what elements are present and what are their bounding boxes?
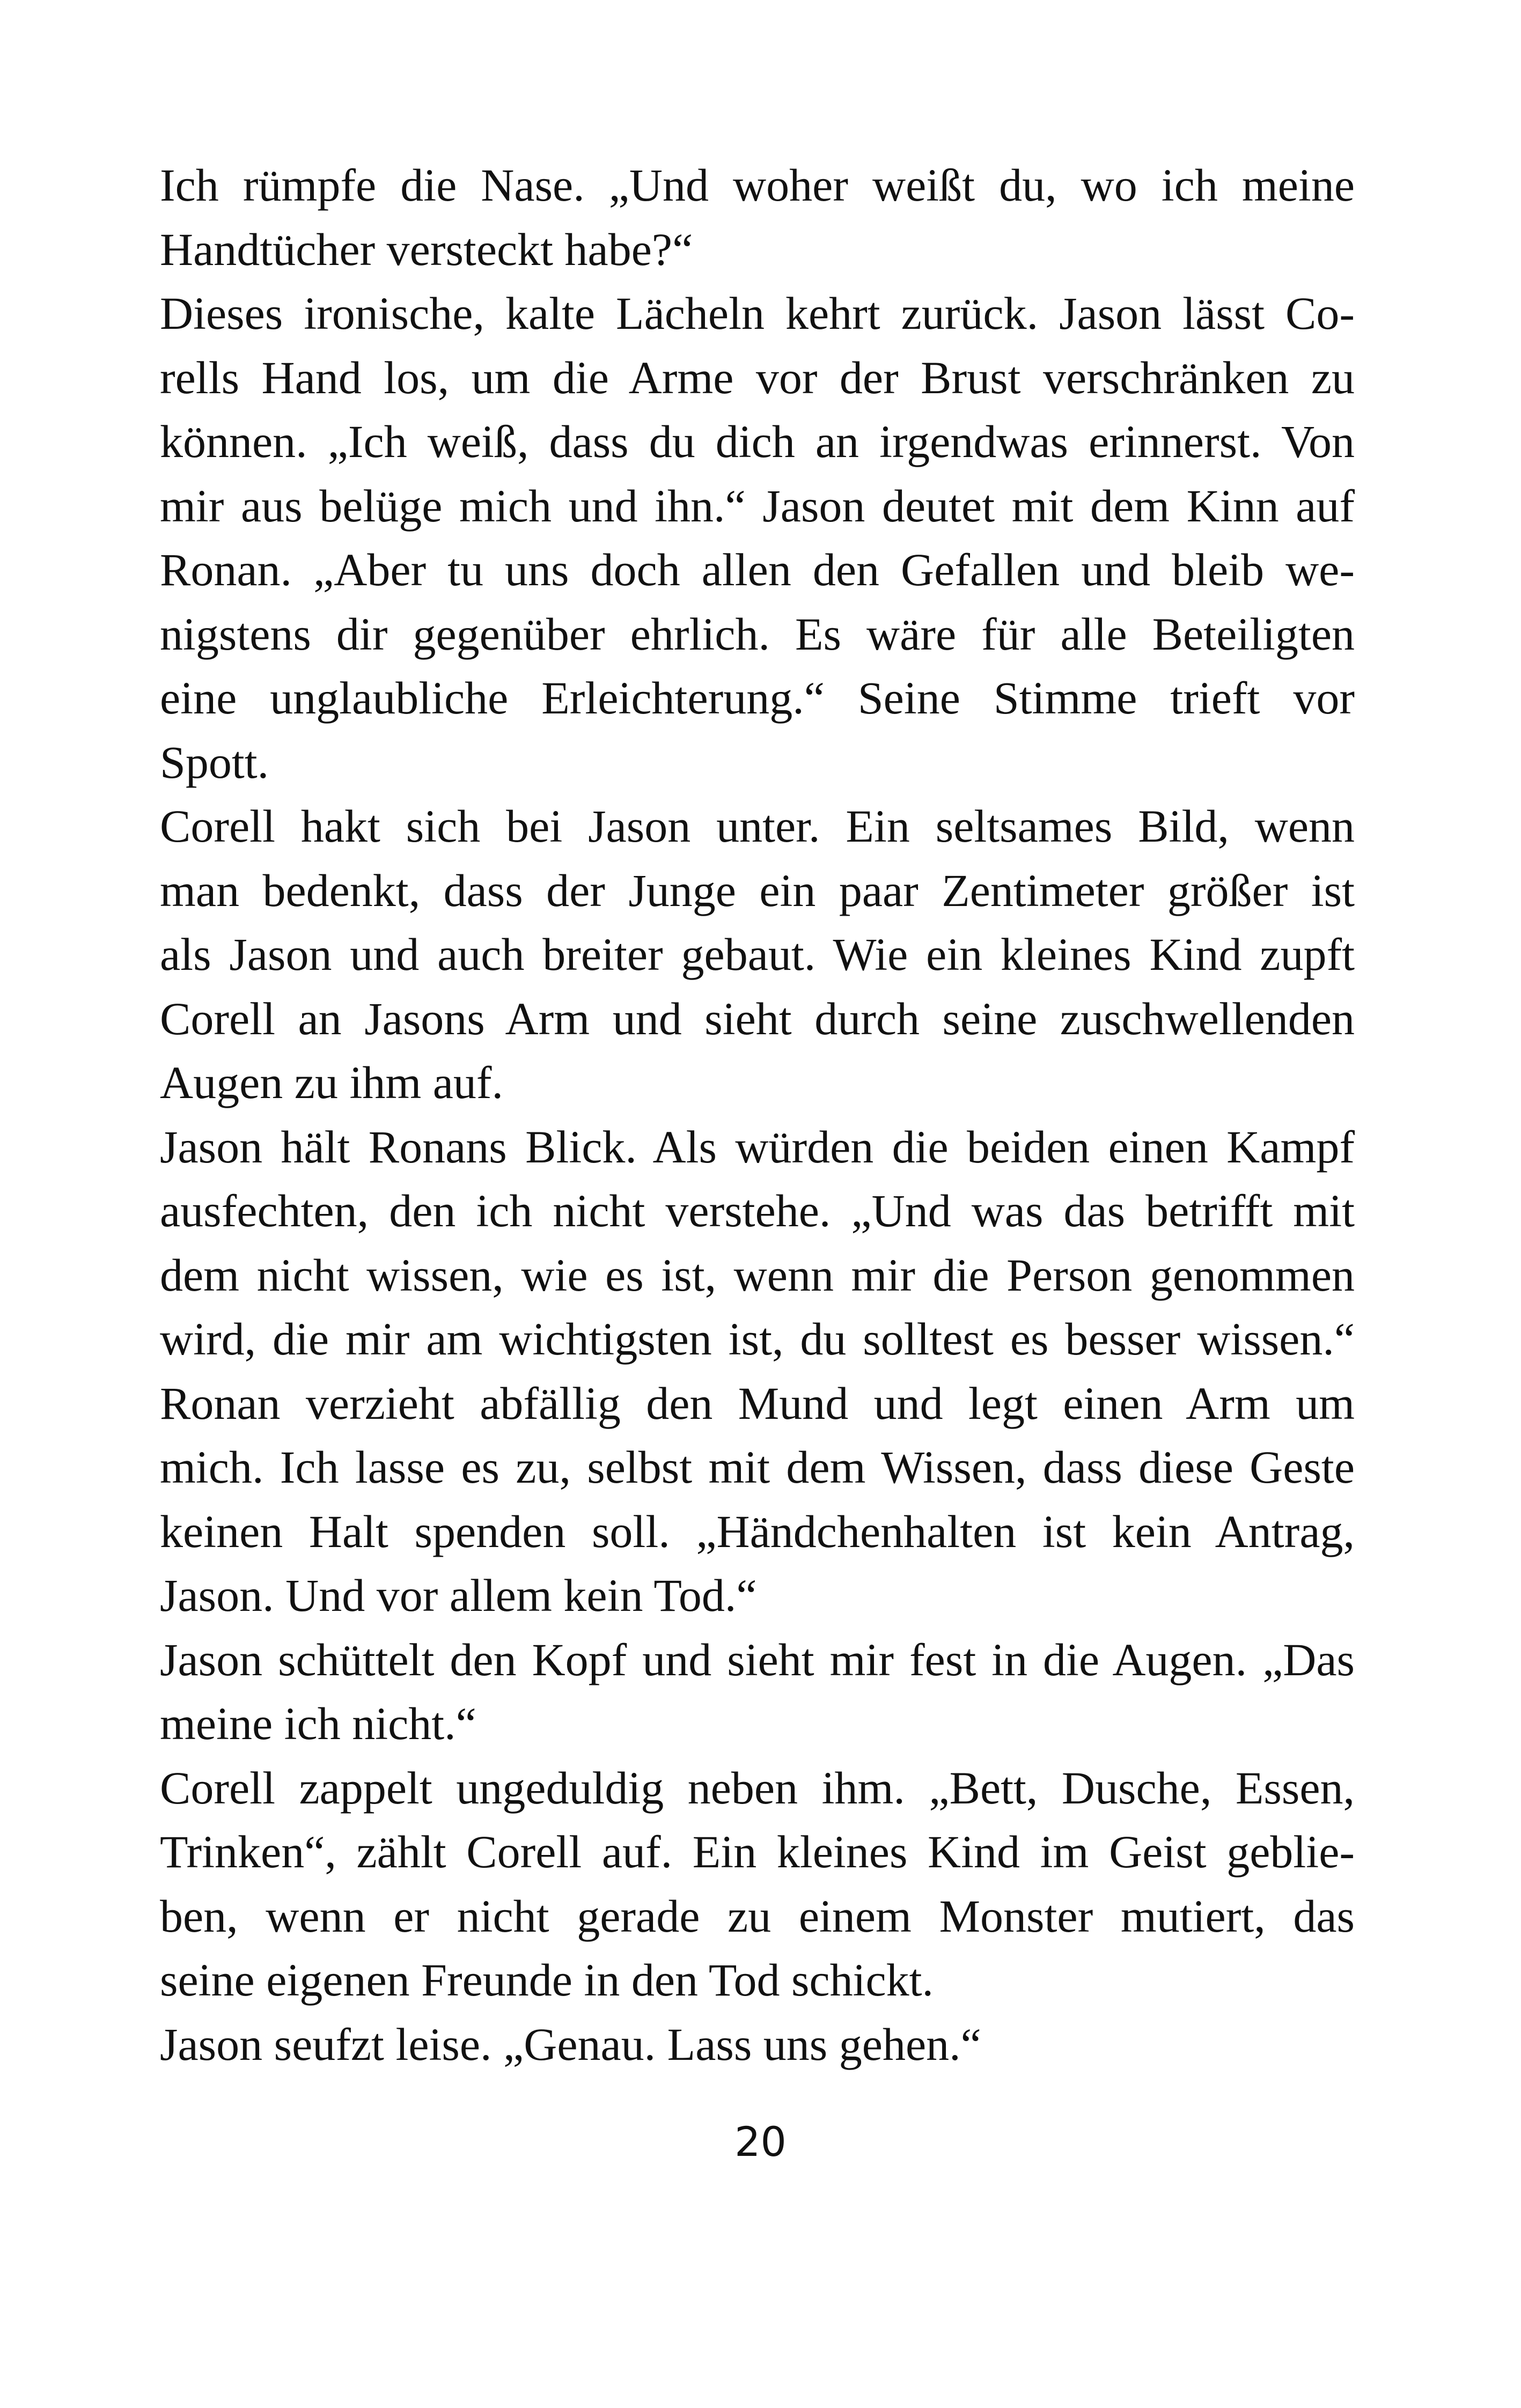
text-line: ausfechten, den ich nicht verstehe. „Und was das betrifft mit [160, 1185, 1355, 1236]
text-line: man bedenkt, dass der Junge ein paar Zentimeter größer ist [160, 864, 1355, 916]
text-line: wird, die mir am wichtigsten ist, du solltest es besser wissen.“ [160, 1313, 1355, 1365]
text-line: Ronan verzieht abfällig den Mund und legt einen Arm um [160, 1377, 1355, 1429]
text-line: meine ich nicht.“ [160, 1698, 476, 1749]
text-line: Corell an Jasons Arm und sieht durch seine zuschwellenden [160, 992, 1355, 1044]
text-line: Corell hakt sich bei Jason unter. Ein seltsames Bild, wenn [160, 800, 1355, 852]
text-line: können. „Ich weiß, dass du dich an irgendwas erinnerst. Von [160, 416, 1355, 467]
text-line: rells Hand los, um die Arme vor der Brust verschränken zu [160, 351, 1355, 403]
text-line: eine unglaubliche Erleichterung.“ Seine Stimme trieft vor [160, 672, 1355, 724]
text-line: Augen zu ihm auf. [160, 1057, 504, 1108]
text-line: dem nicht wissen, wie es ist, wenn mir die Person genommen [160, 1249, 1355, 1301]
text-line: Corell zappelt ungeduldig neben ihm. „Bett, Dusche, Essen, [160, 1762, 1355, 1814]
text-line: Jason. Und vor allem kein Tod.“ [160, 1570, 757, 1621]
text-line: mich. Ich lasse es zu, selbst mit dem Wissen, dass diese Geste [160, 1441, 1355, 1493]
body-text [160, 153, 1355, 2076]
text-line: Dieses ironische, kalte Lächeln kehrt zurück. Jason lässt Co- [160, 288, 1355, 339]
text-line: Jason hält Ronans Blick. Als würden die beiden einen Kampf [160, 1121, 1355, 1173]
text-line: Jason schüttelt den Kopf und sieht mir fest in die Augen. „Das [160, 1633, 1355, 1685]
text-line: Ronan. „Aber tu uns doch allen den Gefallen und bleib we- [160, 544, 1355, 595]
text-line: keinen Halt spenden soll. „Händchenhalten ist kein Antrag, [160, 1505, 1355, 1557]
text-line: Ich rümpfe die Nase. „Und woher weißt du, wo ich meine [160, 159, 1355, 211]
text-line: ben, wenn er nicht gerade zu einem Monster mutiert, das [160, 1890, 1355, 1942]
text-line: nigstens dir gegenüber ehrlich. Es wäre für alle Beteiligten [160, 608, 1355, 660]
text-line: Spott. [160, 736, 269, 788]
text-line: seine eigenen Freunde in den Tod schickt. [160, 1954, 934, 2006]
page-number: 20 [734, 2118, 787, 2166]
text-line: Trinken“, zählt Corell auf. Ein kleines Kind im Geist geblie- [160, 1826, 1355, 1877]
text-line: Handtücher versteckt habe?“ [160, 223, 693, 275]
text-line: Jason seufzt leise. „Genau. Lass uns gehen.“ [160, 2018, 981, 2070]
text-line: mir aus belüge mich und ihn.“ Jason deutet mit dem Kinn auf [160, 480, 1355, 532]
text-line: als Jason und auch breiter gebaut. Wie ein kleines Kind zupft [160, 929, 1355, 980]
